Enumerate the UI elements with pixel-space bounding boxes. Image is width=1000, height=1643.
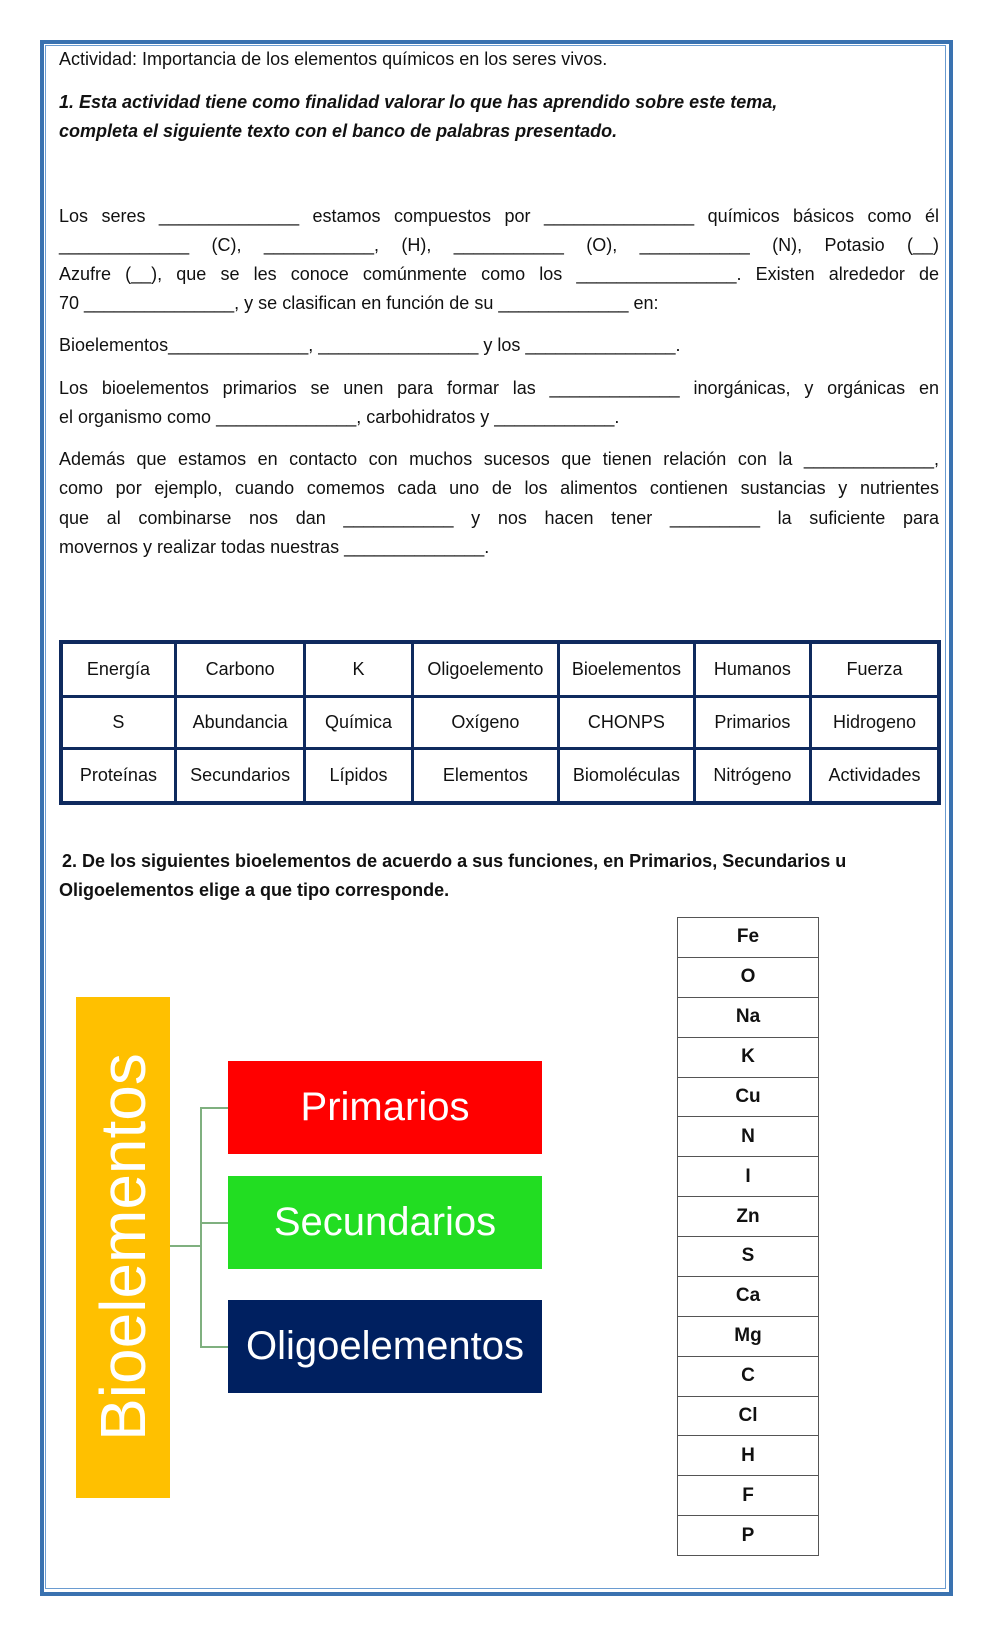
word-bank-cell[interactable]: Química <box>305 696 412 749</box>
word-bank-cell[interactable]: K <box>305 642 412 696</box>
fill-text-line[interactable]: como por ejemplo, cuando comemos cada uno de los alimentos contienen sustancias y nutrientes <box>59 478 939 498</box>
element-cell[interactable]: Cu <box>678 1077 819 1117</box>
word-bank-row <box>61 749 939 803</box>
category-primarios[interactable]: Primarios <box>228 1061 542 1154</box>
element-cell[interactable]: Zn <box>678 1197 819 1237</box>
q1-instruction-line: 1. Esta actividad tiene como finalidad valorar lo que has aprendido sobre este tema, <box>59 92 778 112</box>
element-cell[interactable]: P <box>678 1516 819 1556</box>
element-cell[interactable]: Na <box>678 997 819 1037</box>
word-bank-row <box>61 642 939 696</box>
fill-text-line[interactable]: movernos y realizar todas nuestras ______________. <box>59 537 490 557</box>
element-row <box>678 1436 819 1476</box>
word-bank-cell[interactable]: Bioelementos <box>559 642 695 696</box>
word-bank-cell[interactable]: Oxígeno <box>412 696 558 749</box>
word-bank-cell[interactable]: S <box>61 696 175 749</box>
element-cell[interactable]: K <box>678 1037 819 1077</box>
word-bank-cell[interactable]: Primarios <box>694 696 810 749</box>
connector-line <box>200 1222 228 1224</box>
root-label: Bioelementos <box>87 1053 159 1441</box>
fill-text-line[interactable]: 70 _______________, y se clasifican en función de su _____________ en: <box>59 293 659 313</box>
fill-text-line[interactable]: Además que estamos en contacto con muchos sucesos que tienen relación con la _____________, <box>59 449 939 469</box>
q2-instruction-line: Oligoelementos elige a que tipo corresponde. <box>59 880 450 900</box>
word-bank-cell[interactable]: Fuerza <box>811 642 939 696</box>
element-cell[interactable]: S <box>678 1237 819 1277</box>
word-bank-cell[interactable]: Lípidos <box>305 749 412 803</box>
word-bank-cell[interactable]: Biomoléculas <box>559 749 695 803</box>
fill-text-line[interactable]: Los seres ______________ estamos compuestos por _______________ químicos básicos como él <box>59 206 939 226</box>
element-row <box>678 1077 819 1117</box>
element-row <box>678 1157 819 1197</box>
element-row <box>678 997 819 1037</box>
category-secundarios[interactable]: Secundarios <box>228 1176 542 1269</box>
connector-line <box>200 1346 228 1348</box>
element-cell[interactable]: N <box>678 1117 819 1157</box>
fill-text-line[interactable]: que al combinarse nos dan ___________ y nos hacen tener _________ la suficiente para <box>59 508 939 528</box>
q1-instruction-line: completa el siguiente texto con el banco de palabras presentado. <box>59 121 618 141</box>
word-bank-cell[interactable]: Elementos <box>412 749 558 803</box>
word-bank-cell[interactable]: Nitrógeno <box>694 749 810 803</box>
category-oligoelementos[interactable]: Oligoelementos <box>228 1300 542 1393</box>
fill-text-line[interactable]: el organismo como ______________, carbohidratos y ____________. <box>59 407 620 427</box>
word-bank-cell[interactable]: Proteínas <box>61 749 175 803</box>
element-row <box>678 1037 819 1077</box>
element-cell[interactable]: O <box>678 957 819 997</box>
connector-line <box>170 1245 201 1247</box>
word-bank-cell[interactable]: Abundancia <box>175 696 305 749</box>
connector-line <box>200 1107 228 1109</box>
element-row <box>678 1396 819 1436</box>
q2-instruction-line: 2. De los siguientes bioelementos de acuerdo a sus funciones, en Primarios, Secundarios u <box>62 851 847 871</box>
element-row <box>678 1316 819 1356</box>
bioelementos-root-box <box>76 997 170 1498</box>
element-row <box>678 1516 819 1556</box>
word-bank-table <box>59 640 941 805</box>
element-cell[interactable]: I <box>678 1157 819 1197</box>
element-row <box>678 1476 819 1516</box>
word-bank-cell[interactable]: Energía <box>61 642 175 696</box>
connector-line <box>200 1107 202 1347</box>
word-bank-cell[interactable]: CHONPS <box>559 696 695 749</box>
elements-table <box>677 917 819 1556</box>
element-cell[interactable]: H <box>678 1436 819 1476</box>
word-bank-row <box>61 696 939 749</box>
word-bank-cell[interactable]: Carbono <box>175 642 305 696</box>
fill-text-line[interactable]: _____________ (C), ___________, (H), ___________ (O), ___________ (N), Potasio (__) <box>59 235 939 255</box>
fill-text-line[interactable]: Bioelementos______________, ________________ y los _______________. <box>59 335 681 355</box>
word-bank-cell[interactable]: Oligoelemento <box>412 642 558 696</box>
element-row <box>678 1197 819 1237</box>
word-bank-cell[interactable]: Actividades <box>811 749 939 803</box>
element-cell[interactable]: Mg <box>678 1316 819 1356</box>
fill-text-line[interactable]: Azufre (__), que se les conoce comúnmente como los ________________. Existen alrededor de <box>59 264 939 284</box>
element-row <box>678 957 819 997</box>
element-row <box>678 1276 819 1316</box>
fill-text-line[interactable]: Los bioelementos primarios se unen para formar las _____________ inorgánicas, y orgánicas en <box>59 378 939 398</box>
element-row <box>678 1237 819 1277</box>
element-row <box>678 918 819 958</box>
element-cell[interactable]: Cl <box>678 1396 819 1436</box>
element-cell[interactable]: Fe <box>678 918 819 958</box>
element-row <box>678 1356 819 1396</box>
element-cell[interactable]: F <box>678 1476 819 1516</box>
word-bank-cell[interactable]: Secundarios <box>175 749 305 803</box>
element-row <box>678 1117 819 1157</box>
word-bank-cell[interactable]: Hidrogeno <box>811 696 939 749</box>
word-bank-cell[interactable]: Humanos <box>694 642 810 696</box>
element-cell[interactable]: Ca <box>678 1276 819 1316</box>
activity-title: Actividad: Importancia de los elementos químicos en los seres vivos. <box>59 49 608 69</box>
element-cell[interactable]: C <box>678 1356 819 1396</box>
